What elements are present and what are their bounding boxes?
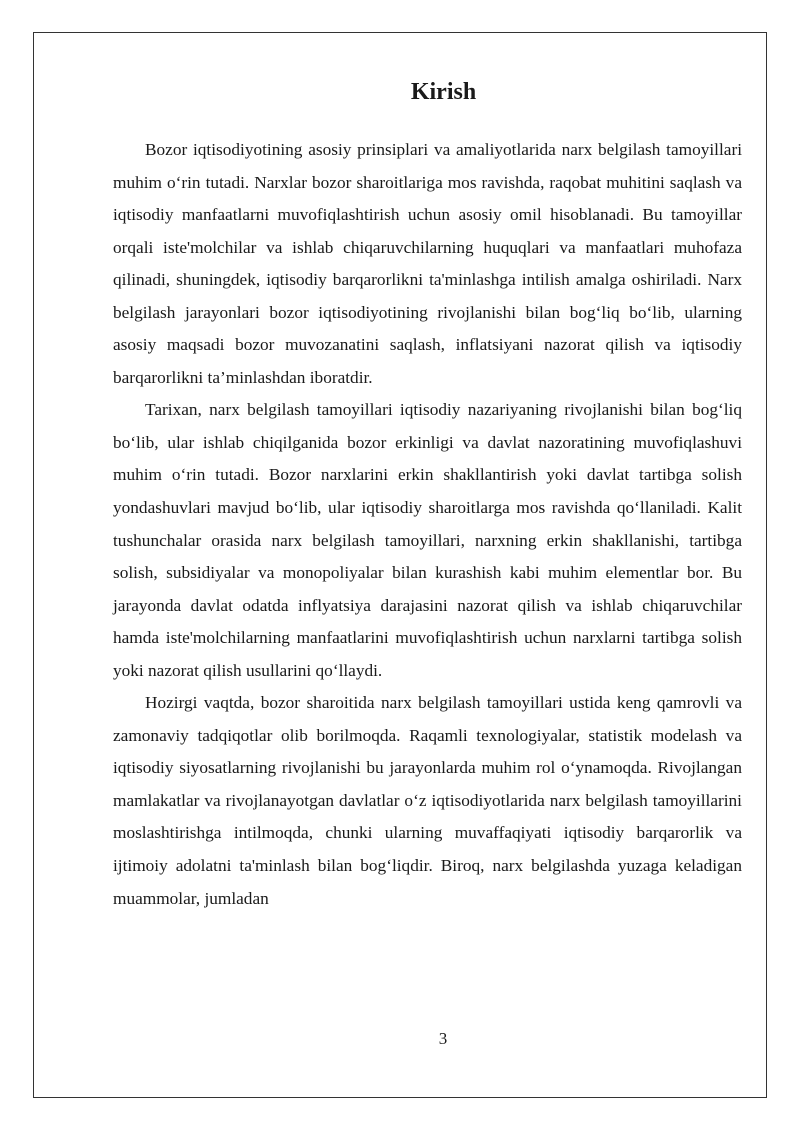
document-content (113, 75, 742, 915)
paragraph-1: Bozor iqtisodiyotining asosiy prinsiplari va amaliyotlarida narx belgilash tamoyillari muhim o‘rin tutadi. Narxlar bozor sharoitlariga mos ravishda, raqobat muhitini saqlash va iqtisodiy manfaatlarni muvofiqlashtirish uchun asosiy omil hisoblanadi. Bu tamoyillar orqali iste'molchilar va ishlab chiqaruvchilarning huquqlari va manfaatlari muhofaza qilinadi, shuningdek, iqtisodiy barqarorlikni ta'minlashga intilish amalga oshiriladi. Narx belgilash jarayonlari bozor iqtisodiyotining rivojlanishi bilan bog‘liq bo‘lib, ularning asosiy maqsadi bozor muvozanatini saqlash, inflatsiyani nazorat qilish va iqtisodiy barqarorlikni ta’minlashdan iboratdir. (113, 140, 742, 387)
paragraph-3: Hozirgi vaqtda, bozor sharoitida narx belgilash tamoyillari ustida keng qamrovli va zamonaviy tadqiqotlar olib borilmoqda. Raqamli texnologiyalar, statistik modelash va iqtisodiy siyosatlarning rivojlanishi bu jarayonlarda muhim rol o‘ynamoqda. Rivojlangan mamlakatlar va rivojlanayotgan davlatlar o‘z iqtisodiyotlarida narx belgilash tamoyillarini moslashtirishga intilmoqda, chunki ularning muvaffaqiyati iqtisodiy barqarorlik va ijtimoiy adolatni ta'minlash bilan bog‘liqdir. Biroq, narx belgilashda yuzaga keladigan muammolar, jumladan (113, 693, 742, 908)
document-body (113, 134, 742, 915)
document-title: Kirish (410, 79, 477, 105)
page-number: 3 (438, 1029, 448, 1048)
paragraph-2: Tarixan, narx belgilash tamoyillari iqtisodiy nazariyaning rivojlanishi bilan bog‘liq bo‘lib, ular ishlab chiqilganida bozor erkinligi va davlat nazoratining muvofiqlashuvi muhim o‘rin tutadi. Bozor narxlarini erkin shakllantirish yoki davlat tartibga solish yondashuvlari mavjud bo‘lib, ular iqtisodiy sharoitlarga mos ravishda qo‘llaniladi. Kalit tushunchalar orasida narx belgilash tamoyillari, narxning erkin shakllanishi, tartibga solish, subsidiyalar va monopoliyalar bilan kurashish kabi muhim elementlar bor. Bu jarayonda davlat odatda inflyatsiya darajasini nazorat qilish va ishlab chiqaruvchilar hamda iste'molchilarning manfaatlarini muvofiqlashtirish uchun narxlarni tartibga solish yoki nazorat qilish usullarini qo‘llaydi. (113, 400, 742, 680)
